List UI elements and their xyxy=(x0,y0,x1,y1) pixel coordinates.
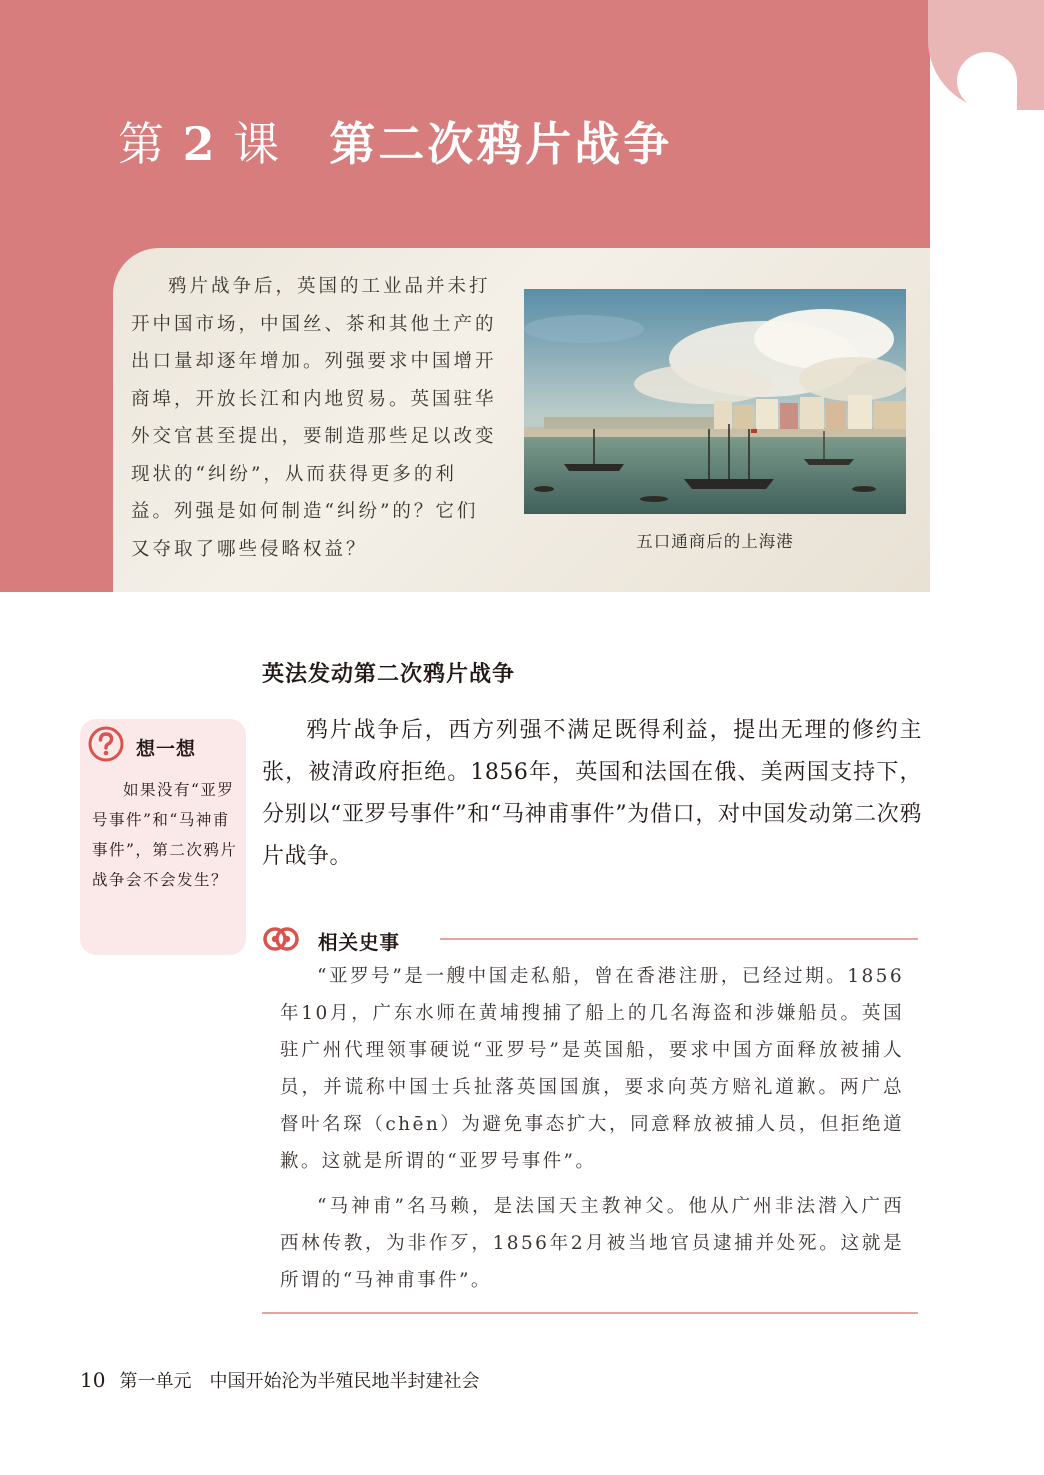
page-footer xyxy=(80,1367,479,1393)
lesson-name: 第二次鸦片战争 xyxy=(329,117,673,171)
footer-unit: 第一单元 xyxy=(119,1371,192,1392)
lesson-number: 2 xyxy=(182,117,217,171)
painting-illustration xyxy=(524,289,906,514)
corner-decoration-notch xyxy=(957,52,1017,110)
shanghai-port-painting xyxy=(524,289,906,514)
photo-caption: 五口通商后的上海港 xyxy=(636,532,794,551)
lesson-number-prefix: 第 xyxy=(118,117,166,171)
lesson-number-suffix: 课 xyxy=(233,117,282,171)
section-paragraph: 鸦片战争后，西方列强不满足既得利益，提出无理的修约主张，被清政府拒绝。1856年，英国和法国在俄、美两国支持下，分别以“亚罗号事件”和“马神甫事件”为借口，对中国发动第二次鸦片战争。 xyxy=(262,718,922,869)
related-history-paragraph: “亚罗号”是一艘中国走私船，曾在香港注册，已经过期。1856年10月，广东水师在黄埔搜捕了船上的几名海盗和涉嫌船员。英国驻广州代理领事硬说“亚罗号”是英国船，要求中国方面释放被捕人员，并谎称中国士兵扯落英国国旗，要求向英方赔礼道歉。两广总督叶名琛（chēn）为避免事态扩大，同意释放被捕人员，但拒绝道歉。这就是所谓的“亚罗号事件”。 xyxy=(280,966,904,1172)
section-heading: 英法发动第二次鸦片战争 xyxy=(262,662,516,687)
related-history-title: 相关史事 xyxy=(318,931,401,954)
question-mark-icon xyxy=(88,726,124,762)
related-history-divider xyxy=(440,938,918,940)
think-title: 想一想 xyxy=(136,738,197,760)
intro-text: 鸦片战争后，英国的工业品并未打开中国市场，中国丝、茶和其他土产的出口量却逐年增加。列强要求中国增开商埠，开放长江和内地贸易。英国驻华外交官甚至提出，要制造那些足以改变现状的“纠纷”，从而获得更多的利益。列强是如何制造“纠纷”的？它们又夺取了哪些侵略权益？ xyxy=(131,276,497,560)
footer-unit-title: 中国开始沦为半殖民地半封建社会 xyxy=(209,1371,480,1392)
page-number: 10 xyxy=(80,1368,106,1392)
think-text: 如果没有“亚罗号事件”和“马神甫事件”，第二次鸦片战争会不会发生？ xyxy=(92,781,238,889)
related-history-end-divider xyxy=(262,1312,918,1314)
swirl-logo-icon xyxy=(262,920,300,958)
intro-panel xyxy=(113,248,930,592)
related-history-paragraph: “马神甫”名马赖，是法国天主教神父。他从广州非法潜入广西西林传教，为非作歹，1856年2月被当地官员逮捕并处死。这就是所谓的“马神甫事件”。 xyxy=(280,1196,904,1291)
think-box xyxy=(80,719,246,955)
lesson-title xyxy=(118,108,672,174)
